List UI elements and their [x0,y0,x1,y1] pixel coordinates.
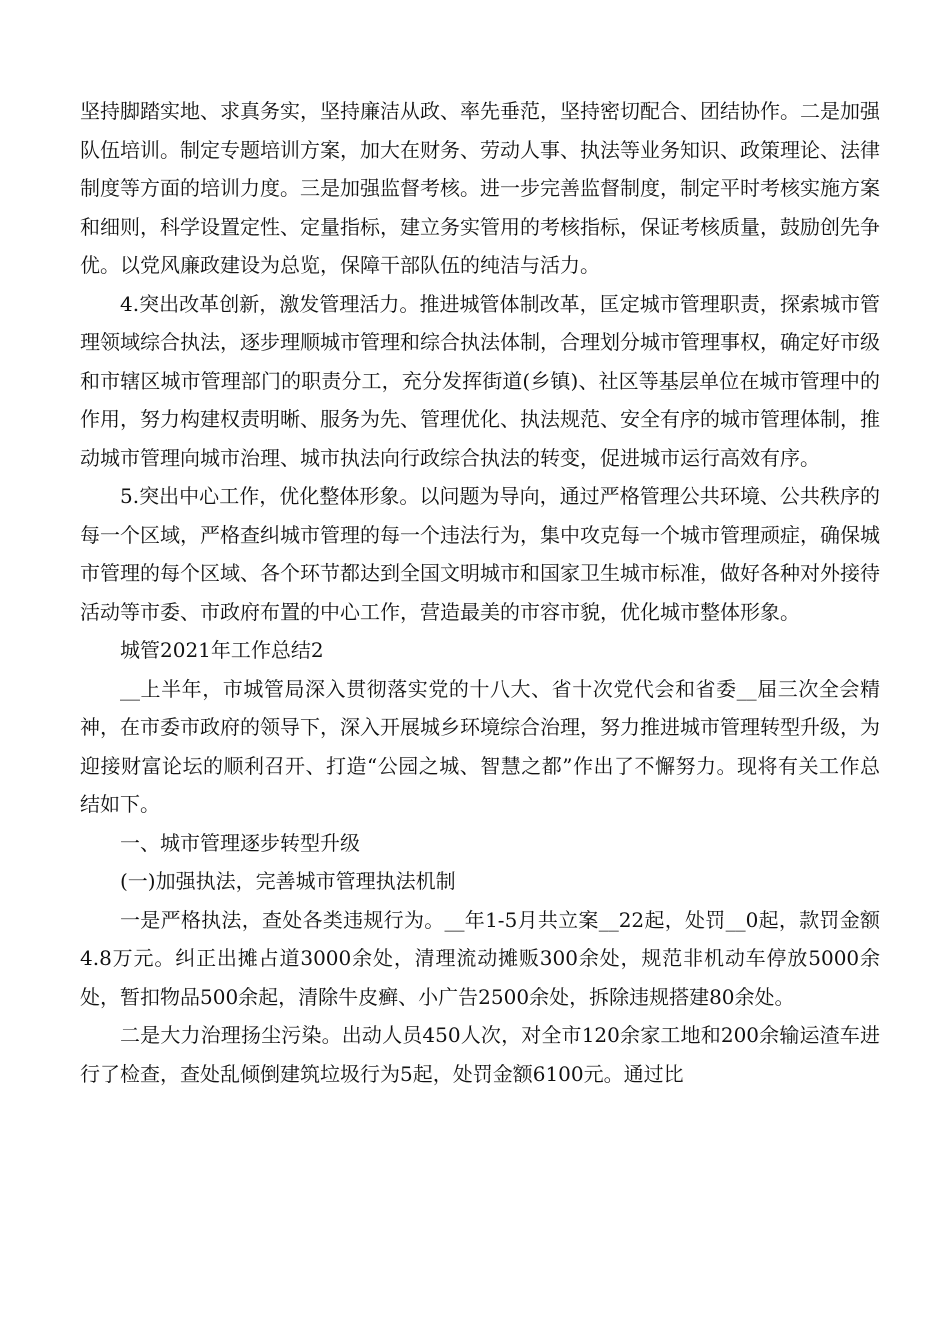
heading-level-1: 一、城市管理逐步转型升级 [120,830,360,855]
document-page [80,92,880,1093]
paragraph-dust-pollution: 二是大力治理扬尘污染。出动人员450人次，对全市120余家工地和200余输运渣车进行了检查，查处乱倾倒建筑垃圾行为5起，处罚金额6100元。通过比 [80,1023,880,1086]
paragraph-reform-innovation: 4.突出改革创新，激发管理活力。推进城管体制改革，匡定城市管理职责，探索城市管理领域综合执法，逐步理顺城市管理和综合执法体制，合理划分城市管理事权，确定好市级和市辖区城市管理部门的职责分工，充分发挥街道(乡镇)、社区等基层单位在城市管理中的作用，努力构建权责明晰、服务为先、管理优化、执法规范、安全有序的城市管理体制，推动城市管理向城市治理、城市执法向行政综合执法的转变，促进城市运行高效有序。 [80,291,880,470]
paragraph-central-work: 5.突出中心工作，优化整体形象。以问题为导向，通过严格管理公共环境、公共秩序的每一个区域，严格查纠城市管理的每一个违法行为，集中攻克每一个城市管理顽症，确保城市管理的每个区域、各个环节都达到全国文明城市和国家卫生城市标准，做好各种对外接待活动等市委、市政府布置的中心工作，营造最美的市容市貌，优化城市整体形象。 [80,484,880,624]
paragraph-team-building: 坚持脚踏实地、求真务实，坚持廉洁从政、率先垂范，坚持密切配合、团结协作。二是加强队伍培训。制定专题培训方案，加大在财务、劳动人事、执法等业务知识、政策理论、法律制度等方面的培训力度。三是加强监督考核。进一步完善监督制度，制定平时考核实施方案和细则，科学设置定性、定量指标，建立务实管用的考核指标，保证考核质量，鼓励创先争优。以党风廉政建设为总览，保障干部队伍的纯洁与活力。 [80,99,880,277]
paragraph-intro: __上半年，市城管局深入贯彻落实党的十八大、省十次党代会和省委__届三次全会精神，在市委市政府的领导下，深入开展城乡环境综合治理，努力推进城市管理转型升级，为迎接财富论坛的顺利召开、打造“公园之城、智慧之都”作出了不懈努力。现将有关工作总结如下。 [80,676,880,816]
paragraph-strict-enforcement: 一是严格执法，查处各类违规行为。__年1-5月共立案__22起，处罚__0起，款罚金额4.8万元。纠正出摊占道3000余处，清理流动摊贩300余处，规范非机动车停放5000余处，暂扣物品500余起，清除牛皮癣、小广告2500余处，拆除违规搭建80余处。 [80,907,880,1009]
heading-level-2: (一)加强执法，完善城市管理执法机制 [120,869,456,893]
section-title-summary-2: 城管2021年工作总结2 [120,638,324,662]
